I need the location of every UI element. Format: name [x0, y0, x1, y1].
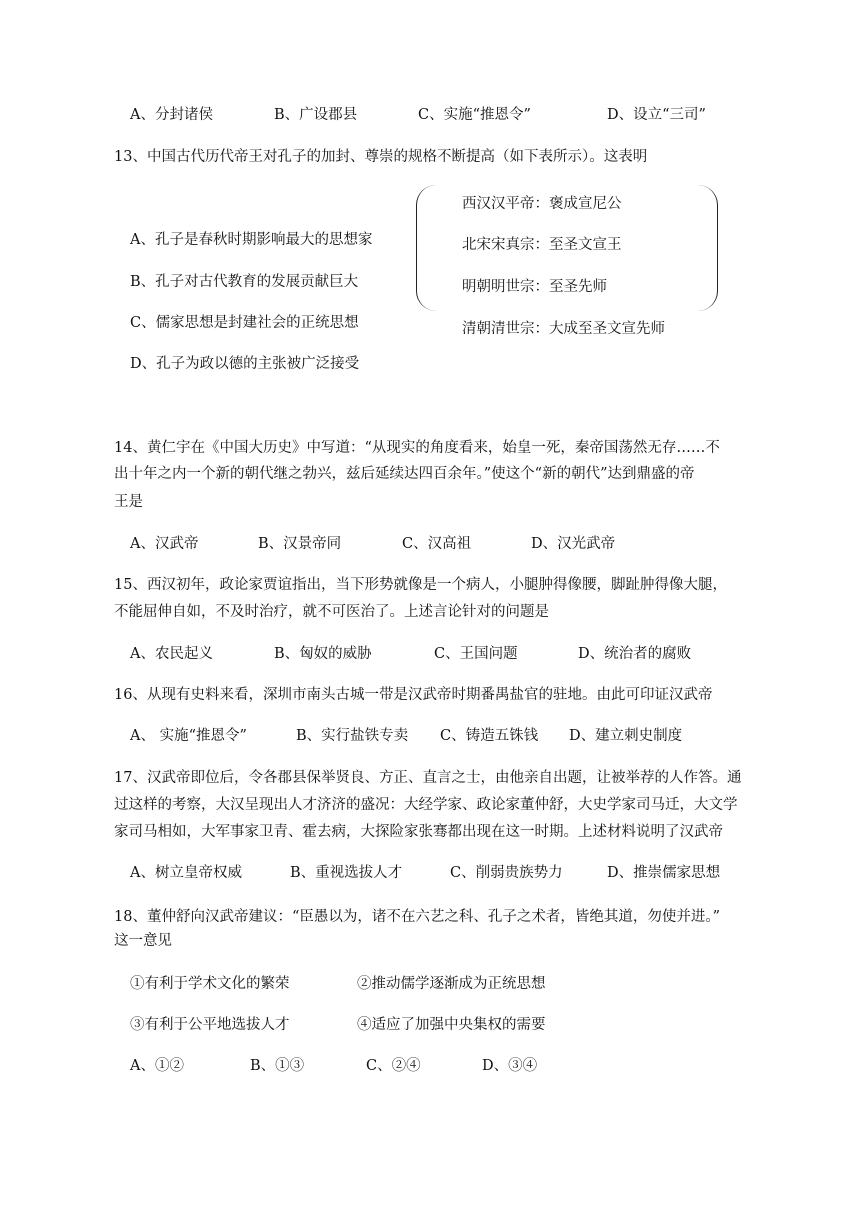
q13-option-c: C、儒家思想是封建社会的正统思想 — [130, 315, 359, 331]
q15-stem-line: 15、西汉初年，政论家贾谊指出，当下形势就像是一个病人，小腿肿得像腰，脚趾肿得像大腿， — [114, 577, 727, 593]
q14-stem-line: 出十年之内一个新的朝代继之勃兴，兹后延续达四百余年。”使这个“新的朝代”达到鼎盛的帝 — [114, 466, 695, 482]
q14-option-d: D、汉光武帝 — [531, 536, 616, 552]
q17-stem-line: 家司马相如，大军事家卫青、霍去病，大探险家张骞都出现在这一时期。上述材料说明了汉武帝 — [114, 824, 723, 840]
q13-option-a: A、孔子是春秋时期影响最大的思想家 — [130, 232, 373, 248]
q15-option-b: B、匈奴的威胁 — [274, 646, 372, 662]
q16-option-a: A、 实施“推恩令” — [130, 728, 247, 744]
q18-item: ①有利于学术文化的繁荣 — [130, 976, 290, 992]
q18-option-d: D、③④ — [482, 1058, 538, 1074]
q17-option-b: B、重视选拔人才 — [290, 865, 403, 881]
q16-option-d: D、建立刺史制度 — [569, 728, 683, 744]
q17-option-a: A、树立皇帝权威 — [130, 865, 242, 881]
q18-option-c: C、②④ — [366, 1058, 421, 1074]
q15-option-a: A、农民起义 — [130, 646, 213, 662]
q18-option-a: A、①② — [130, 1058, 184, 1074]
q13-stem: 13、中国古代历代帝王对孔子的加封、尊崇的规格不断提高（如下表所示）。这表明 — [114, 149, 648, 165]
q18-item: ②推动儒学逐渐成为正统思想 — [357, 976, 546, 992]
q14-option-b: B、汉景帝同 — [258, 536, 342, 552]
q17-option-c: C、削弱贵族势力 — [450, 865, 563, 881]
q13-option-b: B、孔子对古代教育的发展贡献巨大 — [130, 274, 359, 290]
q14-option-c: C、汉高祖 — [402, 536, 472, 552]
q16-option-b: B、实行盐铁专卖 — [296, 728, 409, 744]
q13-table-row: 清朝清世宗：大成至圣文宣先师 — [462, 321, 665, 337]
q15-stem-line: 不能屈伸自如，不及时治疗，就不可医治了。上述言论针对的问题是 — [114, 604, 549, 620]
q18-option-b: B、①③ — [250, 1058, 305, 1074]
q15-option-c: C、王国问题 — [434, 646, 518, 662]
q12-option-c: C、实施“推恩令” — [418, 107, 531, 123]
q15-option-d: D、统治者的腐败 — [578, 646, 692, 662]
q14-stem-line: 王是 — [114, 494, 143, 510]
q18-item: ③有利于公平地选拔人才 — [130, 1017, 290, 1033]
q18-stem-line: 18、董仲舒向汉武帝建议：“臣愚以为，诸不在六艺之科、孔子之术者，皆绝其道，勿使并进。” — [114, 909, 721, 925]
q16-stem: 16、从现有史料来看，深圳市南头古城一带是汉武帝时期番禺盐官的驻地。由此可印证汉武帝 — [114, 687, 713, 703]
q18-item: ④适应了加强中央集权的需要 — [357, 1017, 546, 1033]
q16-option-c: C、铸造五铢钱 — [440, 728, 539, 744]
q13-table-row: 西汉汉平帝：褒成宣尼公 — [462, 196, 622, 212]
q13-table-row: 明朝明世宗：至圣先师 — [462, 279, 607, 295]
q17-stem-line: 17、汉武帝即位后，令各郡县保举贤良、方正、直言之士，由他亲自出题，让被举荐的人作答。通 — [114, 770, 742, 786]
q12-option-b: B、广设郡县 — [274, 107, 358, 123]
q13-table-row: 北宋宋真宗：至圣文宣王 — [462, 237, 622, 253]
q12-option-a: A、分封诸侯 — [130, 107, 213, 123]
q18-stem-line: 这一意见 — [114, 933, 172, 949]
q17-stem-line: 过这样的考察，大汉呈现出人才济济的盛况：大经学家、政论家董仲舒，大史学家司马迁，大文学 — [114, 797, 738, 813]
q17-option-d: D、推崇儒家思想 — [607, 865, 721, 881]
q14-stem-line: 14、黄仁宇在《中国大历史》中写道：“从现实的角度看来，始皇一死，秦帝国荡然无存……不 — [114, 440, 720, 456]
q12-option-d: D、设立“三司” — [607, 107, 706, 123]
q14-option-a: A、汉武帝 — [130, 536, 199, 552]
q13-option-d: D、孔子为政以德的主张被广泛接受 — [130, 356, 360, 372]
